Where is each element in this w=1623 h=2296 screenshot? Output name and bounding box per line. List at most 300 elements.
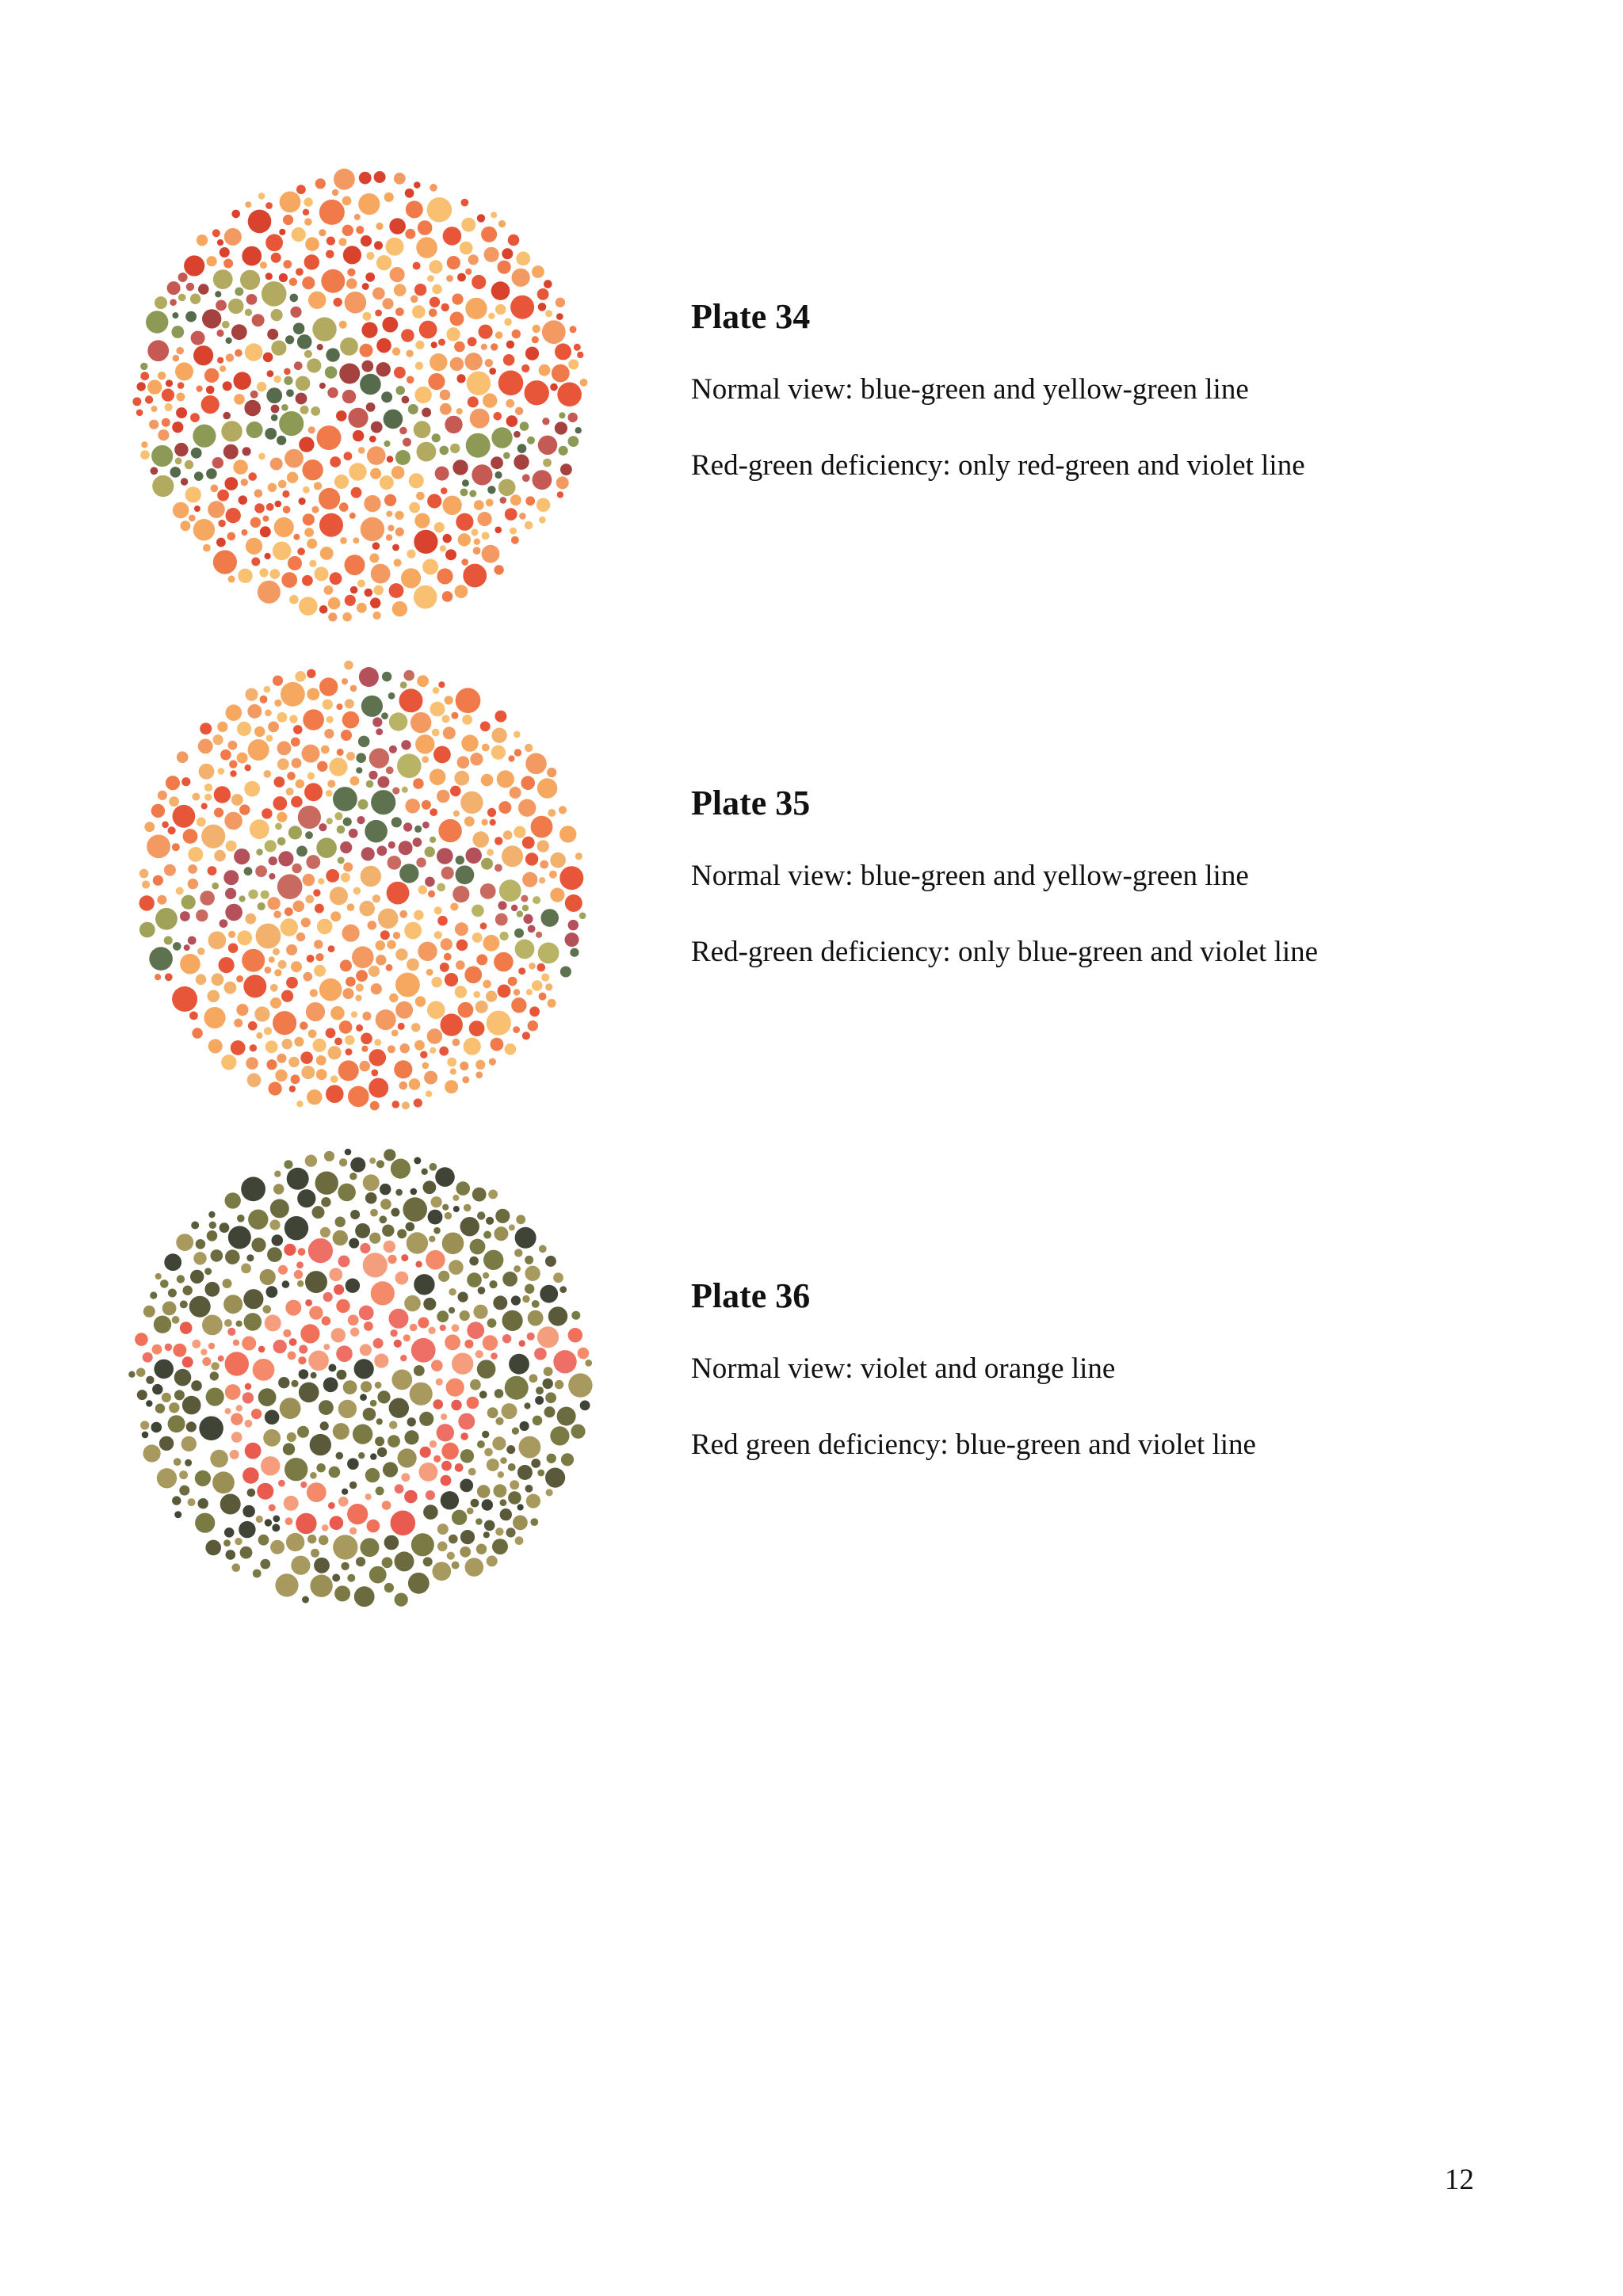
plate-dot: [522, 872, 537, 887]
plate-dot: [315, 566, 329, 581]
plate-dot: [371, 564, 391, 584]
plate-dot: [506, 399, 514, 408]
plate-dot: [210, 1371, 219, 1380]
plate-dot: [235, 288, 243, 296]
plate-dot: [515, 1536, 524, 1545]
plate-dot: [475, 1071, 483, 1078]
plate-dot: [168, 1415, 185, 1432]
plate-dot: [456, 960, 465, 970]
plate-dot: [223, 259, 233, 269]
plate-dot: [193, 519, 215, 540]
plate-dot: [397, 753, 422, 778]
plate-dot: [178, 273, 188, 282]
plate-dot: [395, 1189, 403, 1196]
plate-dot: [296, 1261, 304, 1268]
plate-dot: [226, 338, 232, 344]
plate-dot: [392, 788, 399, 795]
plate-dot: [401, 1473, 410, 1482]
plate-dot: [298, 806, 321, 829]
plate-dot: [178, 294, 186, 302]
plate-dot: [455, 986, 467, 997]
plate-dot: [424, 1071, 437, 1085]
plate-dot: [275, 1573, 298, 1596]
plate-dot: [364, 495, 380, 512]
plate-dot: [155, 908, 178, 930]
plate-dot: [271, 309, 283, 321]
plate-dot: [180, 521, 190, 531]
plate-dot: [539, 1245, 547, 1253]
plate-dot: [348, 408, 368, 428]
plate-dot: [226, 508, 241, 523]
plate-dot: [245, 201, 251, 208]
plate-dot: [366, 780, 374, 788]
plate-dot: [200, 1348, 207, 1355]
plate-dot: [204, 794, 212, 801]
plate-dot: [225, 888, 236, 899]
plate-dot: [260, 526, 271, 537]
plate-dot: [286, 977, 298, 989]
plate-dot: [328, 597, 341, 610]
plate-dot: [330, 1516, 344, 1530]
plate-dot: [455, 1463, 464, 1472]
plate-dot: [495, 1417, 503, 1425]
plate-dot: [445, 973, 458, 986]
plate-dot: [476, 1544, 487, 1554]
plate-dot: [363, 1408, 376, 1421]
plate-dot: [176, 407, 187, 418]
plate-36-deficiency-view: Red green deficiency: blue-green and violet line: [691, 1428, 1256, 1461]
plate-dot: [460, 1530, 475, 1544]
plate-dot: [570, 948, 579, 957]
plate-dot: [514, 1249, 522, 1257]
plate-dot: [270, 1540, 285, 1554]
plate-dot: [399, 910, 407, 918]
plate-34-image: [119, 158, 602, 634]
plate-dot: [287, 1432, 296, 1442]
plate-dot: [483, 1272, 489, 1279]
plate-dot: [511, 1295, 521, 1305]
plate-dot: [543, 1379, 553, 1389]
plate-dot: [391, 817, 402, 827]
plate-dot: [215, 291, 221, 297]
plate-dot: [525, 496, 535, 505]
plate-dot: [387, 456, 394, 463]
plate-35-dot-pattern: [119, 650, 602, 1125]
plate-dot: [513, 1026, 520, 1033]
plate-dot: [155, 1404, 165, 1413]
plate-dot: [197, 386, 203, 392]
plate-dot: [414, 513, 430, 528]
plate-dot: [443, 727, 456, 739]
plate-dot: [211, 485, 219, 493]
plate-dot: [398, 1448, 417, 1467]
plate-dot: [242, 1505, 255, 1518]
plate-dot: [330, 1006, 345, 1020]
plate-dot: [283, 1443, 295, 1455]
plate-dot: [535, 1396, 544, 1405]
plate-dot: [307, 669, 315, 678]
plate-dot: [185, 1459, 192, 1466]
plate-dot: [364, 1322, 373, 1331]
plate-dot: [397, 1229, 407, 1238]
plate-dot: [140, 450, 150, 460]
plate-dot: [218, 520, 225, 527]
plate-dot: [386, 964, 393, 971]
plate-dot: [460, 242, 473, 255]
plate-dot: [423, 1180, 437, 1194]
plate-dot: [333, 1535, 357, 1559]
plate-dot: [383, 1462, 398, 1477]
plate-dot: [176, 1234, 193, 1251]
plate-dot: [338, 238, 346, 246]
plate-dot: [334, 169, 355, 190]
plate-dot: [305, 895, 314, 904]
plate-dot: [435, 1167, 455, 1187]
plate-dot: [149, 420, 158, 429]
plate-dot: [358, 799, 369, 810]
plate-dot: [217, 239, 223, 246]
plate-dot: [294, 1270, 303, 1279]
plate-dot: [437, 790, 450, 803]
plate-dot: [188, 847, 203, 862]
plate-dot: [307, 539, 317, 549]
plate-dot: [540, 860, 548, 869]
plate-dot: [506, 415, 518, 427]
plate-dot: [382, 672, 391, 681]
plate-dot: [506, 1527, 515, 1537]
plate-dot: [346, 1279, 360, 1293]
plate-dot: [250, 1044, 257, 1051]
plate-dot: [208, 1039, 223, 1054]
plate-dot: [386, 766, 394, 774]
plate-dot: [244, 1313, 262, 1331]
plate-dot: [374, 1039, 381, 1046]
plate-dot: [340, 338, 358, 356]
plate-dot: [360, 1344, 372, 1356]
plate-dot: [491, 746, 506, 760]
plate-dot: [431, 341, 437, 348]
plate-dot: [353, 1425, 372, 1444]
plate-dot: [478, 1287, 486, 1295]
plate-dot: [241, 1264, 251, 1274]
plate-dot: [151, 406, 158, 412]
plate-dot: [441, 867, 454, 879]
plate-dot: [348, 1086, 369, 1108]
plate-dot: [265, 1040, 278, 1053]
plate-dot: [358, 193, 380, 215]
plate-dot: [415, 362, 423, 370]
plate-dot: [157, 1468, 177, 1488]
plate-dot: [579, 913, 586, 920]
plate-dot: [515, 940, 535, 959]
plate-dot: [149, 947, 173, 971]
plate-dot: [495, 1527, 503, 1535]
plate-dot: [552, 364, 570, 383]
plate-dot: [313, 1039, 327, 1052]
plate-dot: [422, 559, 438, 574]
plate-dot: [210, 1450, 228, 1468]
plate-dot: [292, 227, 306, 242]
plate-dot: [248, 1021, 258, 1031]
plate-dot: [162, 418, 170, 427]
plate-dot: [234, 849, 250, 864]
plate-dot: [460, 1449, 474, 1463]
plate-dot: [326, 250, 334, 259]
plate-dot: [446, 275, 453, 282]
plate-dot: [311, 1372, 317, 1379]
plate-dot: [532, 336, 539, 343]
plate-dot: [362, 283, 369, 290]
plate-dot: [411, 1533, 434, 1556]
plate-dot: [158, 372, 166, 379]
plate-dot: [172, 986, 197, 1012]
plate-dot: [284, 1244, 296, 1256]
plate-dot: [560, 463, 572, 475]
plate-dot: [477, 1440, 485, 1448]
plate-dot: [305, 1299, 312, 1306]
plate-dot: [192, 1340, 200, 1348]
plate-dot: [369, 1078, 388, 1098]
plate-dot: [438, 819, 461, 842]
plate-dot: [537, 1326, 559, 1348]
plate-dot: [502, 1334, 511, 1343]
plate-dot: [180, 1322, 193, 1334]
plate-dot: [418, 220, 433, 235]
plate-dot: [520, 421, 529, 431]
plate-dot: [430, 702, 445, 717]
plate-dot: [341, 730, 352, 741]
plate-dot: [195, 1513, 215, 1533]
plate-dot: [260, 696, 268, 704]
plate-dot: [407, 550, 415, 559]
plate-dot: [534, 1348, 547, 1360]
plate-dot: [345, 1035, 354, 1045]
plate-dot: [462, 479, 469, 486]
plate-dot: [204, 1268, 212, 1275]
plate-dot: [402, 1101, 410, 1109]
plate-dot: [246, 294, 258, 305]
plate-dot: [273, 1340, 287, 1353]
plate-dot: [417, 675, 429, 687]
plate-dot: [260, 261, 267, 269]
plate-dot: [388, 841, 395, 849]
plate-dot: [475, 1518, 483, 1525]
plate-dot: [453, 810, 460, 817]
plate-dot: [514, 929, 524, 938]
plate-dot: [245, 765, 251, 771]
plate-dot: [500, 1508, 512, 1520]
plate-dot: [217, 722, 227, 732]
plate-dot: [270, 984, 278, 992]
plate-dot: [342, 196, 352, 206]
plate-dot: [291, 1074, 300, 1084]
plate-dot: [152, 1384, 162, 1394]
plate-dot: [256, 924, 281, 949]
plate-dot: [337, 1370, 347, 1380]
plate-dot: [431, 977, 441, 987]
plate-dot: [345, 699, 354, 708]
plate-dot: [402, 396, 410, 404]
plate-dot: [310, 1434, 331, 1455]
plate-dot: [264, 686, 271, 693]
plate-dot: [208, 990, 220, 1003]
plate-dot: [253, 1359, 275, 1381]
plate-dot: [450, 786, 461, 797]
plate-dot: [422, 822, 430, 829]
plate-dot: [223, 1295, 242, 1314]
plate-dot: [550, 888, 564, 902]
plate-dot: [338, 1256, 350, 1268]
plate-dot: [470, 1239, 486, 1255]
plate-dot: [330, 887, 348, 905]
plate-dot: [387, 940, 395, 949]
plate-dot: [389, 1309, 409, 1329]
plate-dot: [495, 711, 506, 723]
plate-dot: [460, 1310, 470, 1321]
plate-dot: [426, 1091, 432, 1097]
plate-dot: [461, 559, 468, 566]
plate-dot: [220, 1494, 241, 1515]
plate-dot: [320, 547, 334, 560]
plate-dot: [286, 788, 294, 795]
plate-dot: [334, 1038, 342, 1046]
plate-dot: [302, 277, 315, 289]
plate-dot: [189, 1296, 211, 1318]
plate-dot: [178, 382, 185, 389]
plate-dot: [395, 973, 420, 997]
plate-dot: [212, 1471, 235, 1493]
plate-dot: [452, 1510, 467, 1525]
plate-dot: [168, 826, 176, 834]
plate-dot: [307, 1482, 327, 1502]
plate-dot: [307, 1089, 322, 1104]
plate-dot: [481, 774, 494, 787]
plate-dot: [357, 603, 367, 613]
plate-dot: [320, 1421, 329, 1430]
plate-dot: [321, 746, 330, 754]
plate-dot: [498, 261, 511, 274]
plate-dot: [258, 1535, 269, 1546]
plate-dot: [246, 1057, 258, 1070]
plate-dot: [518, 799, 536, 817]
plate-dot: [506, 341, 514, 349]
plate-dot: [380, 1184, 391, 1195]
plate-dot: [286, 1533, 304, 1551]
plate-dot: [296, 268, 304, 276]
plate-dot: [184, 944, 190, 951]
plate-dot: [538, 943, 559, 964]
plate-dot: [208, 501, 225, 518]
plate-dot: [406, 350, 413, 357]
plate-dot: [336, 410, 347, 421]
plate-dot: [139, 869, 149, 879]
plate-dot: [432, 284, 441, 294]
plate-dot: [350, 586, 358, 594]
plate-dot: [430, 1440, 437, 1447]
plate-dot: [223, 1539, 231, 1547]
plate-dot: [321, 269, 345, 293]
plate-dot: [384, 193, 394, 202]
plate-dot: [212, 883, 219, 890]
plate-dot: [347, 269, 355, 277]
plate-dot: [381, 391, 392, 402]
plate-dot: [236, 1405, 242, 1411]
plate-dot: [426, 1250, 445, 1270]
plate-dot: [495, 471, 502, 479]
plate-dot: [384, 1241, 395, 1253]
plate-dot: [175, 458, 182, 465]
plate-dot: [475, 1350, 483, 1358]
plate-dot: [271, 405, 280, 414]
plate-dot: [330, 1075, 338, 1083]
plate-dot: [516, 252, 530, 266]
plate-dot: [389, 1421, 397, 1428]
plate-dot: [198, 739, 213, 754]
plate-dot: [447, 256, 460, 269]
plate-dot: [519, 513, 526, 520]
plate-dot: [281, 990, 293, 1002]
plate-dot: [480, 883, 496, 899]
plate-dot: [395, 528, 404, 536]
plate-dot: [213, 269, 233, 289]
plate-dot: [580, 1401, 590, 1411]
plate-dot: [208, 932, 227, 950]
plate-dot: [316, 1069, 327, 1080]
plate-dot: [537, 1470, 544, 1477]
plate-dot: [289, 595, 299, 605]
plate-dot: [460, 1547, 471, 1558]
plate-34-description: [691, 296, 1523, 483]
plate-dot: [441, 1491, 459, 1509]
plate-dot: [265, 234, 283, 251]
plate-dot: [266, 1059, 277, 1070]
plate-dot: [366, 402, 376, 412]
plate-dot: [433, 746, 451, 764]
plate-dot: [140, 372, 149, 380]
plate-dot: [300, 1482, 307, 1488]
plate-dot: [411, 712, 431, 733]
plate-dot: [526, 1494, 540, 1508]
plate-dot: [495, 304, 506, 315]
plate-dot: [337, 826, 346, 834]
plate-dot: [327, 716, 334, 723]
plate-dot: [483, 393, 497, 407]
plate-dot: [469, 1257, 479, 1266]
plate-dot: [285, 1216, 308, 1240]
plate-dot: [278, 960, 287, 969]
plate-dot: [388, 692, 395, 700]
plate-dot: [483, 1335, 498, 1350]
plate-dot: [384, 1149, 395, 1161]
plate-dot: [299, 597, 318, 616]
plate-dot: [324, 1151, 334, 1161]
plate-dot: [168, 1289, 177, 1298]
plate-dot: [254, 1006, 269, 1021]
plate-dot: [291, 961, 302, 972]
plate-dot: [482, 744, 490, 752]
plate-dot: [270, 997, 281, 1009]
plate-dot: [283, 215, 293, 225]
plate-dot: [223, 444, 239, 460]
plate-dot: [431, 1360, 443, 1371]
plate-dot: [486, 499, 494, 507]
plate-dot: [151, 1422, 162, 1433]
plate-dot: [408, 404, 418, 414]
plate-dot: [251, 557, 260, 566]
plate-dot: [510, 787, 521, 799]
plate-dot: [382, 317, 398, 333]
plate-dot: [486, 991, 497, 1002]
